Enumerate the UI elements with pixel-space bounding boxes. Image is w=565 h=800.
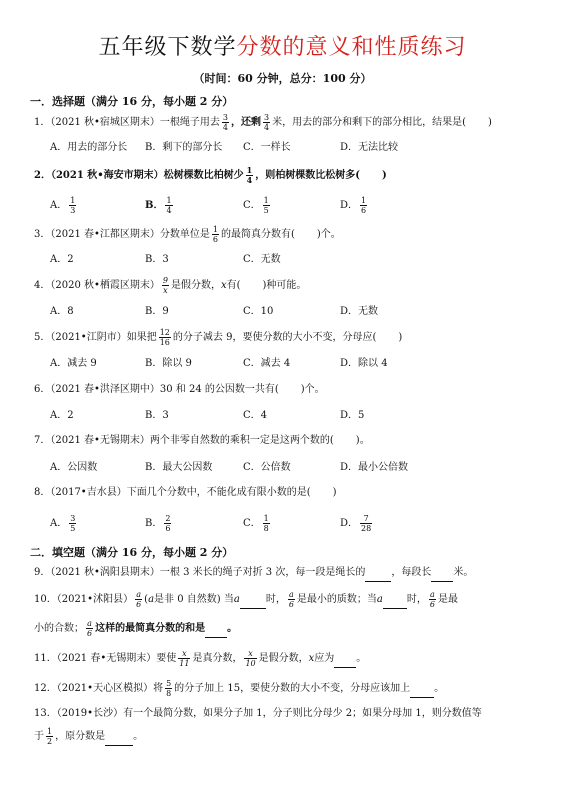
q5-option-a[interactable]: A．减去 9 xyxy=(50,358,97,369)
question-6: 6．（2021 春•洪泽区期中）30 和 24 的公因数一共有( )个。 xyxy=(34,384,325,395)
question-4: 4．（2020 秋•栖霞区期末） $\frac{9}{x}$ 是假分数，x有( )种可能。 xyxy=(34,276,307,295)
question-10: 10．（2021•沭阳县） $\frac{a}{6}$ (a是非 0 自然数) 当a 时， $\frac{a}{6}$ 是最小的质数；当a 时， $\frac{a}{6}$ 是最 xyxy=(34,590,458,609)
question-10-line2: 小的合数； $\frac{a}{6}$ 这样的最简真分数的和是 。 xyxy=(34,619,238,638)
q7-option-a[interactable]: A．公因数 xyxy=(50,462,98,473)
q7-option-b[interactable]: B．最大公因数 xyxy=(145,462,213,473)
question-1: 1．（2021 秋•宿城区期末）一根绳子用去 $\frac{3}{4}$ ，还剩 $\frac{3}{4}$ 米，用去的部分和剩下的部分相比，结果是( ) xyxy=(34,113,492,132)
question-2: 2．（2021 秋•海安市期末）松树棵数比柏树少 $\frac{1}{4}$ ，则柏树棵数比松树多( ) xyxy=(34,165,387,185)
q8-option-d[interactable]: D． $\frac{7}{28}$ xyxy=(340,514,372,533)
q2-option-a[interactable]: A． $\frac{1}{3}$ xyxy=(50,196,76,215)
q7-option-c[interactable]: C．公倍数 xyxy=(243,462,291,473)
q3-option-b[interactable]: B．3 xyxy=(145,254,169,265)
q2-option-c[interactable]: C． $\frac{1}{5}$ xyxy=(243,196,269,215)
q6-option-d[interactable]: D．5 xyxy=(340,410,365,421)
question-12: 12．（2021•天心区模拟）将 $\frac{5}{8}$ 的分子加上 15，要使分数的大小不变，分母应该加上 。 xyxy=(34,679,445,698)
question-5: 5．（2021•江阴市）如果把 $\frac{12}{16}$ 的分子减去 9，要使分数的大小不变，分母应( ) xyxy=(34,328,403,347)
question-9: 9．（2021 秋•涡阳县期末）一根 3 米长的绳子对折 3 次，每一段是绳长的 ，每段长 米。 xyxy=(34,565,473,582)
q9-blank-2[interactable] xyxy=(431,565,453,582)
title-black: 五年级下数学 xyxy=(98,35,237,60)
q6-option-a[interactable]: A．2 xyxy=(50,410,74,421)
question-11: 11．（2021 春•无锡期末）要使 $\frac{x}{11}$ 是真分数， $\frac{x}{10}$ 是假分数，x应为 。 xyxy=(34,649,367,668)
q3-option-a[interactable]: A．2 xyxy=(50,254,74,265)
q4-option-c[interactable]: C．10 xyxy=(243,306,274,317)
section-2-heading: 二．填空题（满分 16 分，每小题 2 分） xyxy=(30,546,234,559)
q5-option-b[interactable]: B．除以 9 xyxy=(145,358,192,369)
question-13-line2: 于 $\frac{1}{2}$ ，原分数是 。 xyxy=(34,727,144,746)
q11-blank[interactable] xyxy=(334,651,356,668)
q10-blank-3[interactable] xyxy=(205,621,227,638)
q13-blank[interactable] xyxy=(105,729,133,746)
q8-option-c[interactable]: C． $\frac{1}{8}$ xyxy=(243,514,269,533)
q7-option-d[interactable]: D．最小公倍数 xyxy=(340,462,409,473)
q1-option-b[interactable]: B．剩下的部分长 xyxy=(145,142,223,153)
question-13: 13．（2019•长沙）有一个最简分数，如果分子加 1，分子则比分母少 2；如果分母加 1，则分数值等 xyxy=(34,708,482,719)
q1-option-a[interactable]: A．用去的部分长 xyxy=(50,142,128,153)
q1-option-d[interactable]: D．无法比较 xyxy=(340,142,399,153)
q4-option-d[interactable]: D．无数 xyxy=(340,306,379,317)
q5-option-d[interactable]: D．除以 4 xyxy=(340,358,388,369)
q8-option-b[interactable]: B． $\frac{2}{6}$ xyxy=(145,514,171,533)
q5-option-c[interactable]: C．减去 4 xyxy=(243,358,291,369)
q12-blank[interactable] xyxy=(410,681,434,698)
q3-option-c[interactable]: C．无数 xyxy=(243,254,281,265)
q8-option-a[interactable]: A． $\frac{3}{5}$ xyxy=(50,514,76,533)
q1-option-c[interactable]: C．一样长 xyxy=(243,142,291,153)
q10-blank-1[interactable] xyxy=(240,592,266,609)
q9-blank-1[interactable] xyxy=(365,565,391,582)
q2-option-b[interactable]: B． $\frac{1}{4}$ xyxy=(145,196,172,215)
question-8: 8．（2017•吉水县）下面几个分数中，不能化成有限小数的是( ) xyxy=(34,487,337,498)
question-7: 7．（2021 春•无锡期末）两个非零自然数的乘积一定是这两个数的( )。 xyxy=(34,435,370,446)
q10-blank-2[interactable] xyxy=(383,592,407,609)
subtitle: （时间：60 分钟，总分：100 分） xyxy=(193,72,372,85)
q6-option-c[interactable]: C．4 xyxy=(243,410,268,421)
question-3: 3．（2021 春•江都区期末）分数单位是 $\frac{1}{6}$ 的最简真分数有( )个。 xyxy=(34,225,341,244)
page-title xyxy=(0,30,565,61)
section-1-heading: 一．选择题（满分 16 分，每小题 2 分） xyxy=(30,95,234,108)
q6-option-b[interactable]: B．3 xyxy=(145,410,169,421)
q4-option-a[interactable]: A．8 xyxy=(50,306,74,317)
q4-option-b[interactable]: B．9 xyxy=(145,306,169,317)
q2-option-d[interactable]: D． $\frac{1}{6}$ xyxy=(340,196,367,215)
title-red: 分数的意义和性质练习 xyxy=(236,35,467,60)
